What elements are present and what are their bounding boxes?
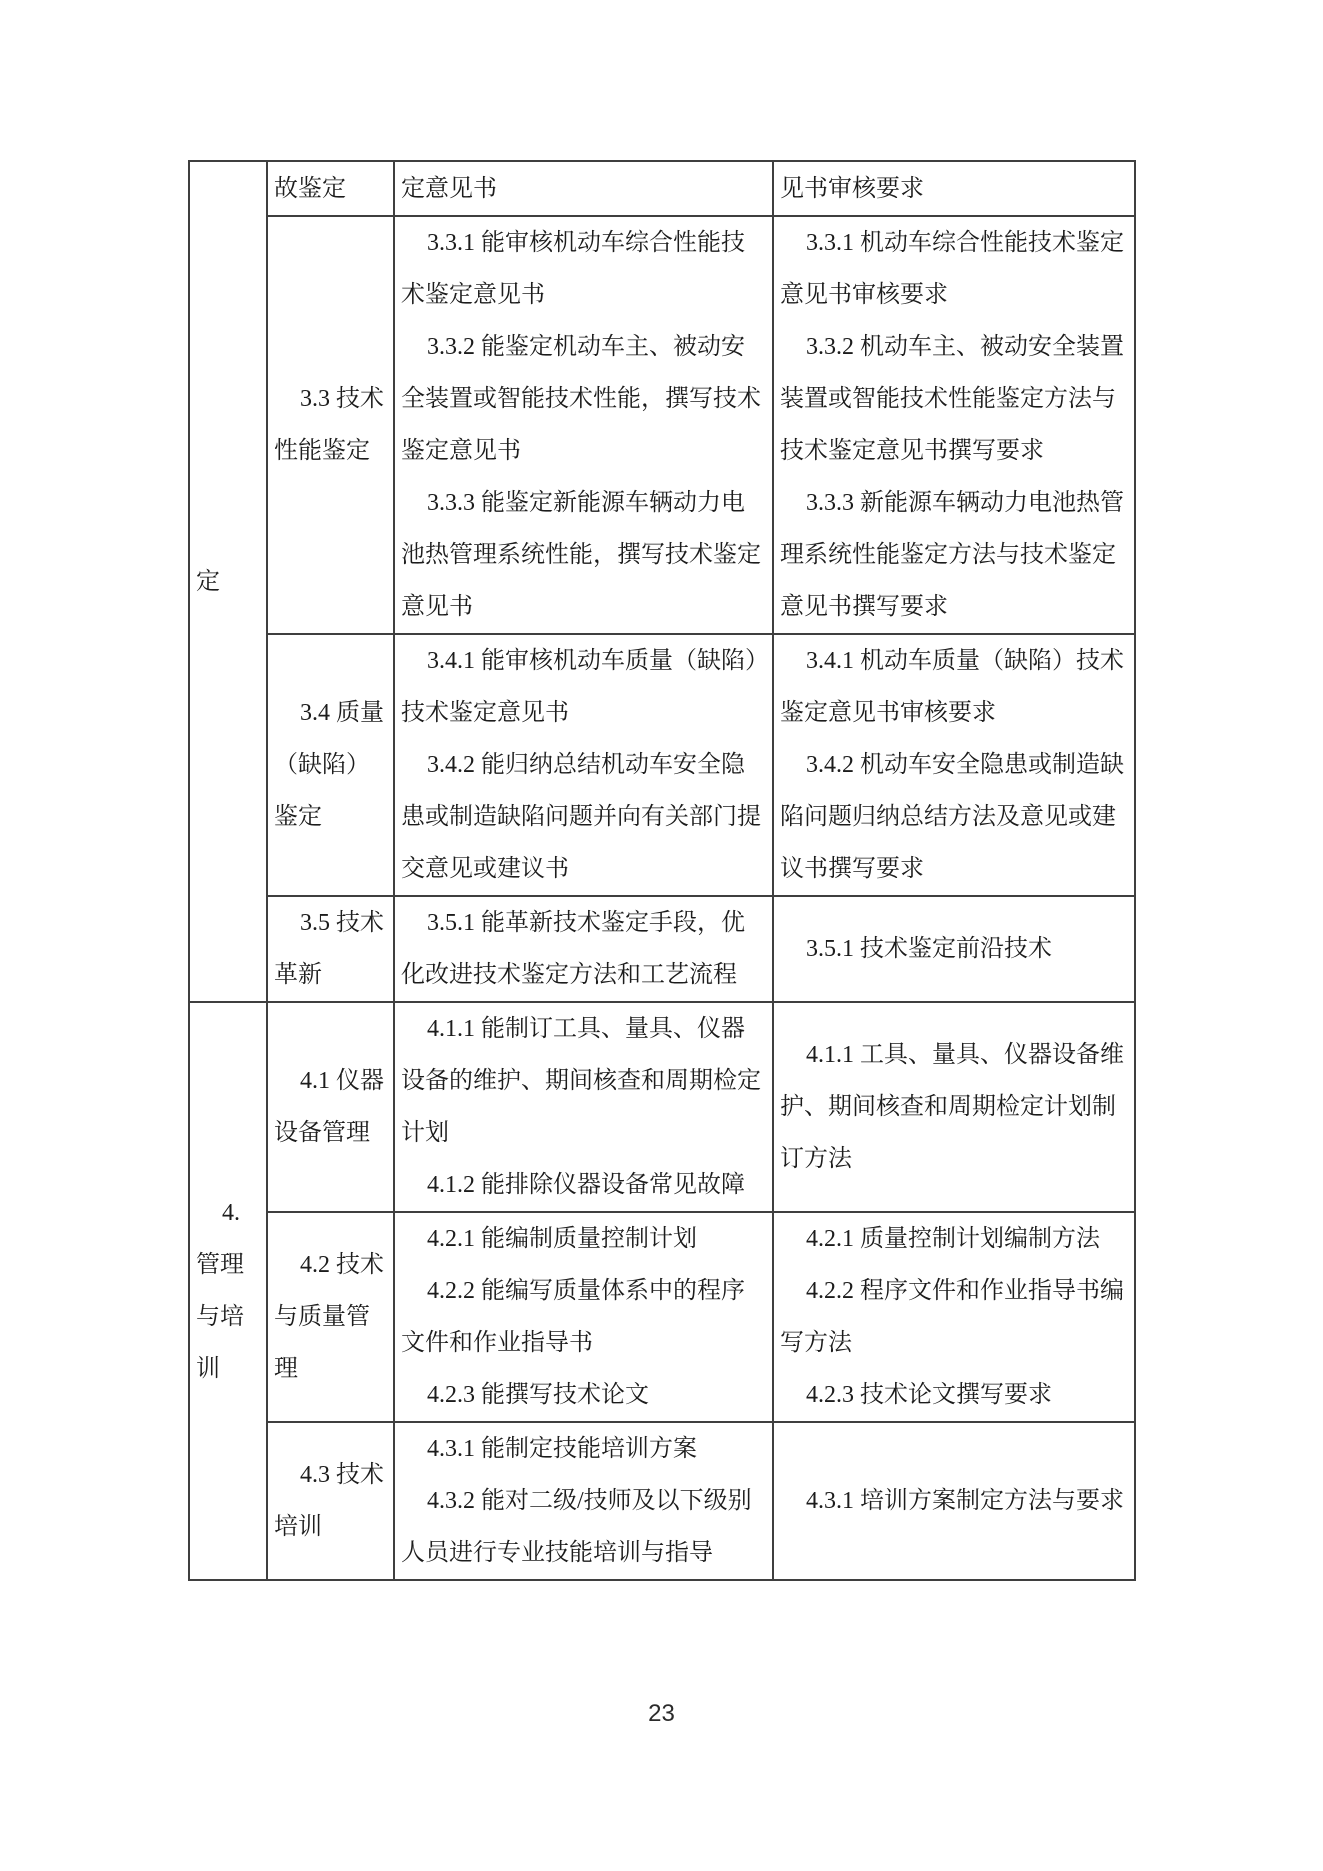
skill-item: 4.3.2 能对二级/技师及以下级别人员进行专业技能培训与指导	[401, 1488, 752, 1566]
skill-item: 3.3.3 能鉴定新能源车辆动力电池热管理系统性能，撰写技术鉴定意见书	[401, 490, 761, 620]
skill-item: 4.2.3 能撰写技术论文	[427, 1382, 649, 1408]
task-label-cell	[267, 1212, 394, 1422]
skill-fragment-text: 定意见书	[401, 175, 497, 202]
skill-requirement-table	[188, 160, 1136, 1581]
table-row-3-3	[189, 216, 1135, 634]
knowledge-cell-fragment	[773, 161, 1135, 216]
task-label: 3.5 技术革新	[274, 910, 384, 988]
task-fragment-text: 故鉴定	[274, 175, 346, 202]
table-row-continuation	[189, 161, 1135, 216]
skill-item: 3.4.2 能归纳总结机动车安全隐患或制造缺陷问题并向有关部门提交意见或建议书	[401, 752, 761, 882]
knowledge-fragment-text: 见书审核要求	[780, 175, 924, 202]
knowledge-cell	[773, 216, 1135, 634]
knowledge-item: 3.4.2 机动车安全隐患或制造缺陷问题归纳总结方法及意见或建议书撰写要求	[780, 752, 1124, 882]
table-row-4-2	[189, 1212, 1135, 1422]
skills-cell	[394, 634, 773, 896]
knowledge-item: 4.2.3 技术论文撰写要求	[806, 1382, 1052, 1408]
knowledge-item: 4.2.2 程序文件和作业指导书编写方法	[780, 1278, 1124, 1356]
skill-item: 3.3.1 能审核机动车综合性能技术鉴定意见书	[401, 230, 745, 308]
task-label-cell	[267, 1002, 394, 1212]
task-label: 4.3 技术培训	[274, 1462, 384, 1540]
task-label-cell	[267, 1422, 394, 1580]
skill-item: 4.1.2 能排除仪器设备常见故障	[427, 1172, 745, 1198]
task-label: 4.2 技术与质量管理	[274, 1252, 384, 1382]
skill-item: 3.5.1 能革新技术鉴定手段，优化改进技术鉴定方法和工艺流程	[401, 910, 745, 988]
knowledge-cell	[773, 896, 1135, 1002]
knowledge-cell	[773, 1002, 1135, 1212]
skill-item: 4.2.1 能编制质量控制计划	[427, 1226, 697, 1252]
table-row-3-5	[189, 896, 1135, 1002]
knowledge-item: 4.1.1 工具、量具、仪器设备维护、期间核查和周期检定计划制订方法	[780, 1042, 1124, 1172]
knowledge-item: 4.3.1 培训方案制定方法与要求	[806, 1488, 1124, 1514]
task-label: 3.3 技术性能鉴定	[274, 386, 384, 464]
skill-cell-fragment	[394, 161, 773, 216]
table-row-4-3	[189, 1422, 1135, 1580]
page-number: 23	[648, 1700, 675, 1727]
skill-item: 3.4.1 能审核机动车质量（缺陷）技术鉴定意见书	[401, 648, 757, 726]
skill-item: 3.3.2 能鉴定机动车主、被动安全装置或智能技术性能，撰写技术鉴定意见书	[401, 334, 761, 464]
knowledge-cell	[773, 1212, 1135, 1422]
task-label: 4.1 仪器设备管理	[274, 1068, 384, 1146]
task-label-cell	[267, 634, 394, 896]
knowledge-item: 3.3.1 机动车综合性能技术鉴定意见书审核要求	[780, 230, 1124, 308]
skills-cell	[394, 1422, 773, 1580]
task-label-cell	[267, 896, 394, 1002]
knowledge-item: 4.2.1 质量控制计划编制方法	[806, 1226, 1100, 1252]
task-label-cell	[267, 216, 394, 634]
table-row-3-4	[189, 634, 1135, 896]
function-fragment-text: 定	[196, 568, 220, 595]
table-row-4-1	[189, 1002, 1135, 1212]
function-cell-section4	[189, 1002, 267, 1580]
skill-item: 4.1.1 能制订工具、量具、仪器设备的维护、期间核查和周期检定计划	[401, 1016, 761, 1146]
function-label: 4. 管理与培训	[196, 1200, 244, 1382]
task-cell-fragment	[267, 161, 394, 216]
knowledge-item: 3.3.3 新能源车辆动力电池热管理系统性能鉴定方法与技术鉴定意见书撰写要求	[780, 490, 1124, 620]
function-cell-section3-fragment	[189, 161, 267, 1002]
skills-cell	[394, 1212, 773, 1422]
knowledge-item: 3.5.1 技术鉴定前沿技术	[806, 936, 1052, 962]
knowledge-cell	[773, 1422, 1135, 1580]
knowledge-item: 3.4.1 机动车质量（缺陷）技术鉴定意见书审核要求	[780, 648, 1124, 726]
knowledge-cell	[773, 634, 1135, 896]
knowledge-item: 3.3.2 机动车主、被动安全装置装置或智能技术性能鉴定方法与技术鉴定意见书撰写要求	[780, 334, 1124, 464]
skill-item: 4.2.2 能编写质量体系中的程序文件和作业指导书	[401, 1278, 745, 1356]
skills-cell	[394, 1002, 773, 1212]
skills-cell	[394, 216, 773, 634]
task-label: 3.4 质量（缺陷）鉴定	[274, 700, 384, 830]
skills-cell	[394, 896, 773, 1002]
skill-item: 4.3.1 能制定技能培训方案	[427, 1436, 697, 1462]
